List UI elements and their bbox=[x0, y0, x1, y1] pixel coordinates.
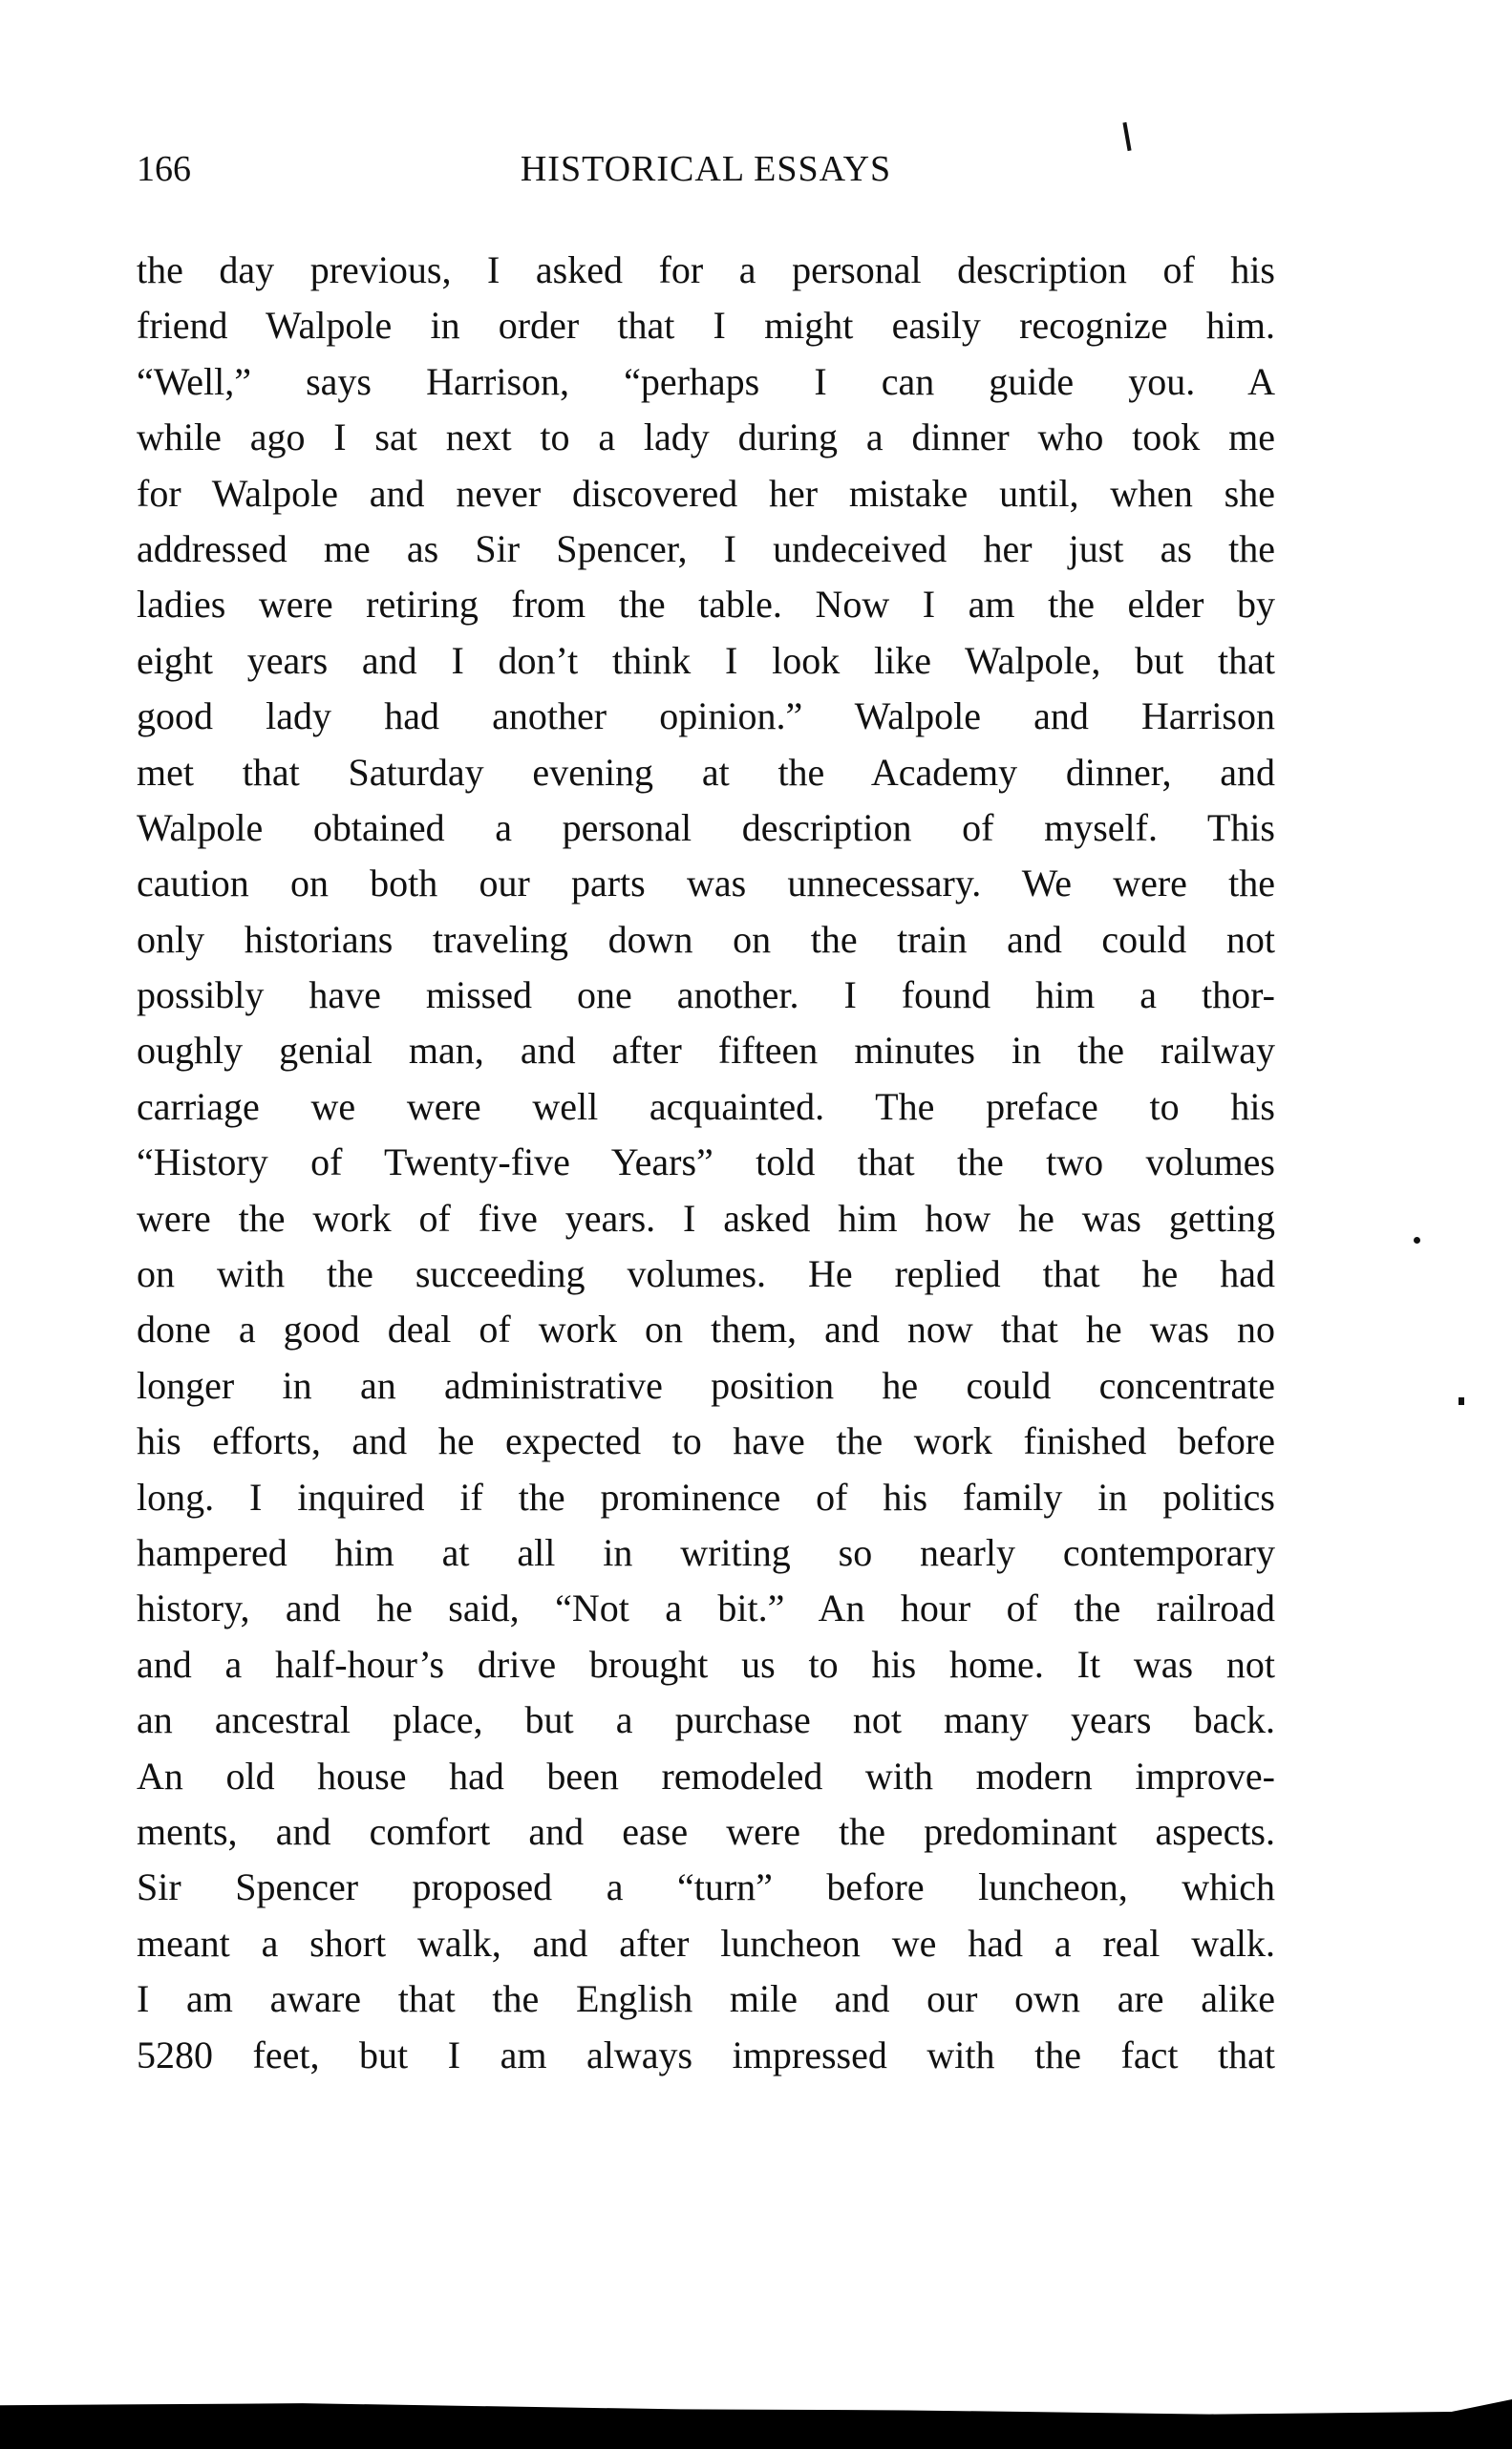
text-line: his efforts, and he expected to have the work finished before bbox=[137, 1419, 1275, 1463]
text-line: Walpole obtained a personal description of myself. This bbox=[137, 805, 1275, 849]
text-line: caution on both our parts was unnecessary. We were the bbox=[137, 862, 1275, 905]
text-line: only historians traveling down on the train and could not bbox=[137, 917, 1275, 961]
scan-speck bbox=[1459, 1397, 1464, 1405]
text-line: and a half-hour’s drive brought us to his home. It was not bbox=[137, 1642, 1275, 1686]
text-line: Sir Spencer proposed a “turn” before luncheon, which bbox=[137, 1865, 1275, 1909]
text-line: were the work of five years. I asked him how he was getting bbox=[137, 1196, 1275, 1240]
text-line: “Well,” says Harrison, “perhaps I can guide you. A bbox=[137, 359, 1275, 403]
text-line: carriage we were well acquainted. The preface to his bbox=[137, 1084, 1275, 1128]
text-line: hampered him at all in writing so nearly contemporary bbox=[137, 1530, 1275, 1574]
text-line: long. I inquired if the prominence of his family in politics bbox=[137, 1475, 1275, 1519]
text-line: history, and he said, “Not a bit.” An hour of the railroad bbox=[137, 1587, 1275, 1630]
text-line: ladies were retiring from the table. Now I am the elder by bbox=[137, 583, 1275, 627]
text-line: 5280 feet, but I am always impressed with the fact that bbox=[137, 2033, 1275, 2076]
scan-speck bbox=[1122, 122, 1131, 151]
page-header bbox=[137, 148, 1275, 196]
text-line: eight years and I don’t think I look like Walpole, but that bbox=[137, 638, 1275, 682]
text-line: while ago I sat next to a lady during a dinner who took me bbox=[137, 415, 1275, 459]
scan-page-edge bbox=[0, 2399, 1512, 2449]
text-line: good lady had another opinion.” Walpole and Harrison bbox=[137, 694, 1275, 738]
text-line: meant a short walk, and after luncheon we had a real walk. bbox=[137, 1921, 1275, 1965]
text-line: “History of Twenty-five Years” told that the two volumes bbox=[137, 1140, 1275, 1184]
text-line: longer in an administrative position he could concentrate bbox=[137, 1363, 1275, 1407]
text-line: an ancestral place, but a purchase not many years back. bbox=[137, 1698, 1275, 1742]
page-number: 166 bbox=[137, 149, 191, 189]
text-line: friend Walpole in order that I might easily recognize him. bbox=[137, 304, 1275, 348]
text-line: met that Saturday evening at the Academy dinner, and bbox=[137, 750, 1275, 794]
text-line: the day previous, I asked for a personal description of his bbox=[137, 248, 1275, 291]
text-line: on with the succeeding volumes. He replied that he had bbox=[137, 1252, 1275, 1296]
text-line: possibly have missed one another. I found him a thor- bbox=[137, 973, 1275, 1017]
text-line: addressed me as Sir Spencer, I undeceived her just as the bbox=[137, 526, 1275, 570]
text-line: An old house had been remodeled with modern improve- bbox=[137, 1754, 1275, 1798]
body-text bbox=[137, 243, 1275, 2083]
text-line: ments, and comfort and ease were the predominant aspects. bbox=[137, 1809, 1275, 1853]
scan-speck bbox=[1414, 1237, 1420, 1244]
text-line: I am aware that the English mile and our own are alike bbox=[137, 1977, 1275, 2021]
text-line: for Walpole and never discovered her mistake until, when she bbox=[137, 471, 1275, 515]
text-line: oughly genial man, and after fifteen minutes in the railway bbox=[137, 1029, 1275, 1073]
text-line: done a good deal of work on them, and now that he was no bbox=[137, 1308, 1275, 1352]
running-head: HISTORICAL ESSAYS bbox=[520, 149, 892, 189]
